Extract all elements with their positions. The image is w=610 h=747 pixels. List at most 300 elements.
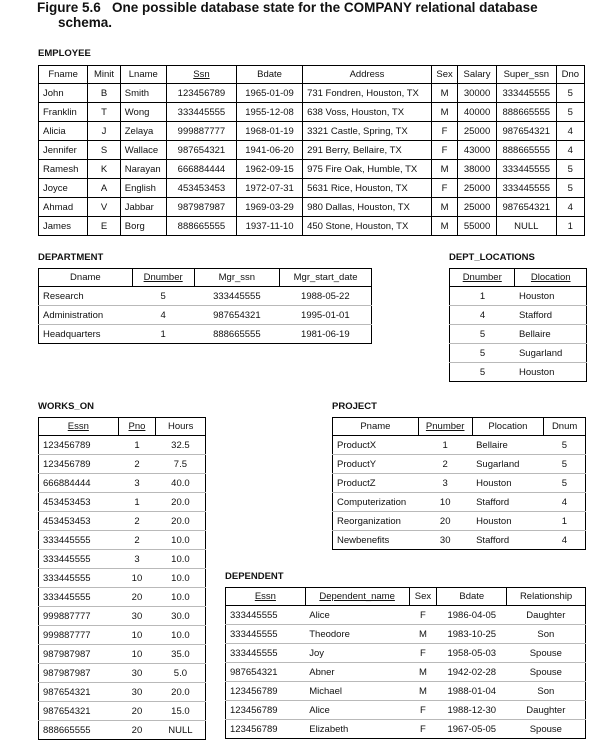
dependent-cell: Spouse — [507, 663, 586, 682]
project-column-header — [544, 418, 586, 436]
employee-cell: 1969-03-29 — [237, 198, 303, 217]
employee-cell: S — [88, 141, 120, 160]
department-cell: 1995-01-01 — [280, 306, 372, 325]
dependent-cell: M — [409, 663, 437, 682]
works-on-cell: 123456789 — [39, 436, 119, 455]
works-on-cell: 3 — [118, 550, 156, 569]
employee-header-row — [39, 66, 585, 84]
employee-cell: Zelaya — [120, 122, 166, 141]
works-on-cell: NULL — [156, 721, 206, 740]
works-on-cell: 10.0 — [156, 626, 206, 645]
works-on-row — [39, 702, 206, 721]
employee-cell: 5 — [556, 160, 584, 179]
dependent-column-header-label: Essn — [254, 591, 276, 602]
employee-cell: F — [431, 122, 457, 141]
project-cell: Reorganization — [333, 512, 419, 531]
works-on-cell: 333445555 — [39, 550, 119, 569]
employee-cell: 40000 — [458, 103, 497, 122]
employee-cell: 1955-12-08 — [237, 103, 303, 122]
works-on-cell: 999887777 — [39, 626, 119, 645]
employee-cell: John — [39, 84, 88, 103]
employee-cell: M — [431, 84, 457, 103]
works-on-cell: 987987987 — [39, 645, 119, 664]
dependent-cell: 1942-02-28 — [437, 663, 507, 682]
employee-cell: 1 — [556, 217, 584, 236]
employee-column-header-label: Bdate — [257, 69, 282, 80]
dependent-cell: 333445555 — [226, 644, 306, 663]
works-on-row — [39, 512, 206, 531]
department-table — [38, 268, 372, 344]
dept-locations-cell: 1 — [450, 287, 515, 306]
dependent-cell: Daughter — [507, 606, 586, 625]
project-row — [333, 436, 586, 455]
employee-cell: 975 Fire Oak, Humble, TX — [303, 160, 432, 179]
works-on-cell: 20 — [118, 702, 156, 721]
works-on-row — [39, 607, 206, 626]
employee-cell: 453453453 — [166, 179, 236, 198]
works-on-cell: 20.0 — [156, 493, 206, 512]
dept-locations-label: DEPT_LOCATIONS — [449, 252, 535, 263]
dependent-cell: Theodore — [305, 625, 409, 644]
employee-cell: 25000 — [458, 179, 497, 198]
dept-locations-row — [450, 287, 587, 306]
project-cell: Houston — [472, 474, 544, 493]
employee-row — [39, 141, 585, 160]
dept-locations-column-header-label: Dnumber — [462, 272, 502, 283]
employee-row — [39, 217, 585, 236]
dept-locations-row — [450, 306, 587, 325]
department-column-header — [194, 269, 280, 287]
employee-cell: Alicia — [39, 122, 88, 141]
employee-cell: 987654321 — [166, 141, 236, 160]
project-cell: Computerization — [333, 493, 419, 512]
employee-cell: 333445555 — [166, 103, 236, 122]
employee-cell: 888665555 — [496, 103, 556, 122]
employee-cell: 980 Dallas, Houston, TX — [303, 198, 432, 217]
project-cell: 3 — [418, 474, 472, 493]
project-table — [332, 417, 586, 550]
works-on-label: WORKS_ON — [38, 401, 94, 412]
dependent-row — [226, 720, 586, 739]
employee-cell: 1937-11-10 — [237, 217, 303, 236]
department-row — [39, 287, 372, 306]
employee-cell: Narayan — [120, 160, 166, 179]
dependent-column-header-label: Bdate — [459, 591, 485, 602]
project-cell: 4 — [544, 531, 586, 550]
employee-column-header-label: Lname — [128, 69, 158, 80]
employee-cell: 25000 — [458, 198, 497, 217]
employee-cell: Jabbar — [120, 198, 166, 217]
works-on-row — [39, 664, 206, 683]
dept-locations-cell: 5 — [450, 344, 515, 363]
employee-column-header-label: Dno — [561, 69, 580, 80]
employee-cell: 25000 — [458, 122, 497, 141]
employee-row — [39, 103, 585, 122]
employee-cell: 888665555 — [166, 217, 236, 236]
dependent-cell: Daughter — [507, 701, 586, 720]
works-on-cell: 1 — [118, 436, 156, 455]
employee-row — [39, 179, 585, 198]
dependent-cell: 123456789 — [226, 701, 306, 720]
employee-cell: A — [88, 179, 120, 198]
dept-locations-cell: Stafford — [515, 306, 587, 325]
employee-cell: 4 — [556, 198, 584, 217]
department-cell: 5 — [132, 287, 194, 306]
employee-table — [38, 65, 585, 236]
works-on-cell: 10 — [118, 645, 156, 664]
works-on-cell: 2 — [118, 455, 156, 474]
project-row — [333, 455, 586, 474]
employee-column-header — [458, 66, 497, 84]
project-cell: 20 — [418, 512, 472, 531]
dependent-cell: Michael — [305, 682, 409, 701]
employee-cell: M — [431, 217, 457, 236]
employee-cell: 291 Berry, Bellaire, TX — [303, 141, 432, 160]
dept-locations-column-header — [450, 269, 515, 287]
figure-title-line2: schema. — [58, 15, 113, 30]
dependent-cell: F — [409, 644, 437, 663]
employee-cell: 731 Fondren, Houston, TX — [303, 84, 432, 103]
works-on-cell: 3 — [118, 474, 156, 493]
department-column-header-label: Mgr_ssn — [218, 272, 256, 283]
employee-cell: 4 — [556, 122, 584, 141]
project-cell: 1 — [418, 436, 472, 455]
employee-column-header — [556, 66, 584, 84]
dependent-cell: F — [409, 701, 437, 720]
dept-locations-row — [450, 325, 587, 344]
employee-cell: Ramesh — [39, 160, 88, 179]
employee-column-header — [39, 66, 88, 84]
dependent-cell: 1988-01-04 — [437, 682, 507, 701]
employee-cell: 987654321 — [496, 122, 556, 141]
employee-column-header-label: Super_ssn — [503, 69, 549, 80]
works-on-cell: 20 — [118, 721, 156, 740]
works-on-cell: 987654321 — [39, 683, 119, 702]
dependent-column-header-label: Sex — [414, 591, 432, 602]
employee-cell: E — [88, 217, 120, 236]
department-cell: Research — [39, 287, 133, 306]
project-cell: ProductY — [333, 455, 419, 474]
dependent-cell: 987654321 — [226, 663, 306, 682]
works-on-cell: 1 — [118, 493, 156, 512]
employee-cell: J — [88, 122, 120, 141]
department-cell: 987654321 — [194, 306, 280, 325]
project-column-header-label: Pnumber — [425, 421, 465, 432]
works-on-cell: 20 — [118, 588, 156, 607]
works-on-cell: 5.0 — [156, 664, 206, 683]
works-on-cell: 10.0 — [156, 531, 206, 550]
employee-cell: 5631 Rice, Houston, TX — [303, 179, 432, 198]
project-cell: 10 — [418, 493, 472, 512]
works-on-cell: 987654321 — [39, 702, 119, 721]
employee-cell: 987987987 — [166, 198, 236, 217]
employee-cell: James — [39, 217, 88, 236]
works-on-row — [39, 531, 206, 550]
project-column-header — [333, 418, 419, 436]
employee-cell: 1962-09-15 — [237, 160, 303, 179]
dept-locations-cell: 4 — [450, 306, 515, 325]
employee-column-header-label: Sex — [436, 69, 453, 80]
works-on-cell: 10.0 — [156, 550, 206, 569]
dependent-header-row — [226, 588, 586, 606]
works-on-table — [38, 417, 206, 740]
dependent-cell: 1986-04-05 — [437, 606, 507, 625]
employee-cell: Wong — [120, 103, 166, 122]
employee-column-header-label: Fname — [48, 69, 78, 80]
employee-column-header — [496, 66, 556, 84]
project-cell: Houston — [472, 512, 544, 531]
employee-cell: 333445555 — [496, 160, 556, 179]
works-on-row — [39, 721, 206, 740]
department-column-header — [39, 269, 133, 287]
works-on-row — [39, 493, 206, 512]
employee-cell: Ahmad — [39, 198, 88, 217]
employee-cell: M — [431, 160, 457, 179]
works-on-row — [39, 436, 206, 455]
works-on-cell: 10 — [118, 626, 156, 645]
project-cell: Stafford — [472, 493, 544, 512]
employee-cell: V — [88, 198, 120, 217]
project-cell: 5 — [544, 436, 586, 455]
employee-cell: 888665555 — [496, 141, 556, 160]
employee-cell: 1972-07-31 — [237, 179, 303, 198]
employee-cell: Smith — [120, 84, 166, 103]
employee-cell: B — [88, 84, 120, 103]
project-column-header — [472, 418, 544, 436]
dependent-cell: 1988-12-30 — [437, 701, 507, 720]
employee-cell: M — [431, 198, 457, 217]
dependent-table — [225, 587, 586, 739]
project-cell: 5 — [544, 474, 586, 493]
employee-cell: Wallace — [120, 141, 166, 160]
department-cell: Administration — [39, 306, 133, 325]
employee-column-header — [166, 66, 236, 84]
dependent-column-header — [507, 588, 586, 606]
project-cell: ProductX — [333, 436, 419, 455]
works-on-column-header — [118, 418, 156, 436]
dept-locations-cell: Bellaire — [515, 325, 587, 344]
employee-cell: 1968-01-19 — [237, 122, 303, 141]
works-on-cell: 333445555 — [39, 569, 119, 588]
employee-cell: K — [88, 160, 120, 179]
works-on-cell: 15.0 — [156, 702, 206, 721]
dept-locations-cell: 5 — [450, 325, 515, 344]
employee-cell: 123456789 — [166, 84, 236, 103]
project-header-row — [333, 418, 586, 436]
works-on-cell: 987987987 — [39, 664, 119, 683]
works-on-cell: 30 — [118, 607, 156, 626]
works-on-column-header-label: Hours — [167, 421, 194, 432]
department-cell: 1981-06-19 — [280, 325, 372, 344]
dependent-cell: Spouse — [507, 644, 586, 663]
dependent-cell: 1983-10-25 — [437, 625, 507, 644]
works-on-row — [39, 626, 206, 645]
works-on-cell: 30.0 — [156, 607, 206, 626]
project-cell: 5 — [544, 455, 586, 474]
works-on-cell: 333445555 — [39, 531, 119, 550]
project-column-header-label: Dnum — [551, 421, 578, 432]
employee-column-header — [237, 66, 303, 84]
works-on-cell: 453453453 — [39, 512, 119, 531]
project-cell: ProductZ — [333, 474, 419, 493]
dependent-cell: 123456789 — [226, 682, 306, 701]
department-cell: 1 — [132, 325, 194, 344]
works-on-column-header — [39, 418, 119, 436]
employee-cell: 987654321 — [496, 198, 556, 217]
employee-cell: 333445555 — [496, 179, 556, 198]
works-on-row — [39, 569, 206, 588]
employee-cell: Borg — [120, 217, 166, 236]
dependent-column-header — [437, 588, 507, 606]
works-on-cell: 888665555 — [39, 721, 119, 740]
department-column-header-label: Mgr_start_date — [293, 272, 358, 283]
project-row — [333, 512, 586, 531]
works-on-cell: 35.0 — [156, 645, 206, 664]
dependent-cell: Son — [507, 682, 586, 701]
department-cell: 888665555 — [194, 325, 280, 344]
dependent-cell: Alice — [305, 701, 409, 720]
works-on-row — [39, 550, 206, 569]
dependent-cell: Elizabeth — [305, 720, 409, 739]
employee-cell: English — [120, 179, 166, 198]
dependent-column-header — [409, 588, 437, 606]
employee-cell: 638 Voss, Houston, TX — [303, 103, 432, 122]
employee-row — [39, 84, 585, 103]
employee-cell: NULL — [496, 217, 556, 236]
dependent-cell: Joy — [305, 644, 409, 663]
department-column-header — [132, 269, 194, 287]
works-on-row — [39, 474, 206, 493]
works-on-row — [39, 588, 206, 607]
dept-locations-header-row — [450, 269, 587, 287]
dependent-row — [226, 663, 586, 682]
dependent-row — [226, 682, 586, 701]
dept-locations-cell: 5 — [450, 363, 515, 382]
works-on-header-row — [39, 418, 206, 436]
works-on-cell: 10 — [118, 569, 156, 588]
employee-cell: 450 Stone, Houston, TX — [303, 217, 432, 236]
works-on-row — [39, 683, 206, 702]
works-on-cell: 7.5 — [156, 455, 206, 474]
project-cell: Stafford — [472, 531, 544, 550]
employee-cell: 30000 — [458, 84, 497, 103]
works-on-cell: 20.0 — [156, 683, 206, 702]
dept-locations-cell: Houston — [515, 287, 587, 306]
dependent-cell: 1967-05-05 — [437, 720, 507, 739]
works-on-cell: 333445555 — [39, 588, 119, 607]
dependent-cell: Son — [507, 625, 586, 644]
works-on-cell: 30 — [118, 664, 156, 683]
dependent-row — [226, 701, 586, 720]
department-label: DEPARTMENT — [38, 252, 104, 263]
dependent-cell: Alice — [305, 606, 409, 625]
employee-cell: 5 — [556, 103, 584, 122]
employee-cell: 43000 — [458, 141, 497, 160]
employee-cell: F — [431, 179, 457, 198]
employee-column-header — [120, 66, 166, 84]
project-cell: 30 — [418, 531, 472, 550]
works-on-cell: 123456789 — [39, 455, 119, 474]
dependent-cell: Spouse — [507, 720, 586, 739]
works-on-cell: 453453453 — [39, 493, 119, 512]
project-cell: 1 — [544, 512, 586, 531]
works-on-row — [39, 455, 206, 474]
employee-cell: 4 — [556, 141, 584, 160]
department-column-header-label: Dnumber — [143, 272, 183, 283]
dependent-cell: M — [409, 625, 437, 644]
employee-cell: 333445555 — [496, 84, 556, 103]
employee-cell: Joyce — [39, 179, 88, 198]
dependent-cell: Abner — [305, 663, 409, 682]
dependent-cell: 123456789 — [226, 720, 306, 739]
department-row — [39, 306, 372, 325]
project-cell: Bellaire — [472, 436, 544, 455]
dept-locations-cell: Houston — [515, 363, 587, 382]
works-on-cell: 666884444 — [39, 474, 119, 493]
department-cell: 4 — [132, 306, 194, 325]
employee-row — [39, 160, 585, 179]
employee-cell: 5 — [556, 179, 584, 198]
project-label: PROJECT — [332, 401, 377, 412]
employee-column-header — [303, 66, 432, 84]
employee-row — [39, 198, 585, 217]
works-on-cell: 32.5 — [156, 436, 206, 455]
dependent-column-header — [226, 588, 306, 606]
dependent-cell: M — [409, 682, 437, 701]
employee-cell: 1965-01-09 — [237, 84, 303, 103]
works-on-cell: 999887777 — [39, 607, 119, 626]
dependent-row — [226, 625, 586, 644]
employee-column-header-label: Salary — [463, 69, 491, 80]
dependent-cell: F — [409, 720, 437, 739]
employee-label: EMPLOYEE — [38, 48, 91, 59]
dependent-row — [226, 644, 586, 663]
employee-cell: F — [431, 141, 457, 160]
works-on-column-header-label: Essn — [67, 421, 89, 432]
dept-locations-column-header-label: Dlocation — [530, 272, 571, 283]
works-on-cell: 30 — [118, 683, 156, 702]
project-row — [333, 474, 586, 493]
dependent-label: DEPENDENT — [225, 571, 284, 582]
employee-cell: 666884444 — [166, 160, 236, 179]
dependent-row — [226, 606, 586, 625]
dept-locations-table — [449, 268, 587, 382]
project-cell: 2 — [418, 455, 472, 474]
project-row — [333, 531, 586, 550]
dependent-column-header-label: Relationship — [519, 591, 573, 602]
employee-column-header-label: Ssn — [193, 69, 210, 80]
project-column-header-label: Plocation — [488, 421, 528, 432]
project-row — [333, 493, 586, 512]
works-on-cell: 40.0 — [156, 474, 206, 493]
project-cell: 4 — [544, 493, 586, 512]
project-column-header-label: Pname — [360, 421, 391, 432]
works-on-column-header — [156, 418, 206, 436]
employee-cell: Franklin — [39, 103, 88, 122]
department-column-header — [280, 269, 372, 287]
works-on-cell: 10.0 — [156, 569, 206, 588]
employee-cell: 5 — [556, 84, 584, 103]
department-cell: 1988-05-22 — [280, 287, 372, 306]
figure-title — [37, 0, 597, 30]
employee-column-header-label: Minit — [93, 69, 115, 80]
project-cell: Newbenefits — [333, 531, 419, 550]
employee-cell: M — [431, 103, 457, 122]
dependent-cell: 333445555 — [226, 606, 306, 625]
works-on-row — [39, 645, 206, 664]
employee-cell: 55000 — [458, 217, 497, 236]
employee-column-header — [88, 66, 120, 84]
